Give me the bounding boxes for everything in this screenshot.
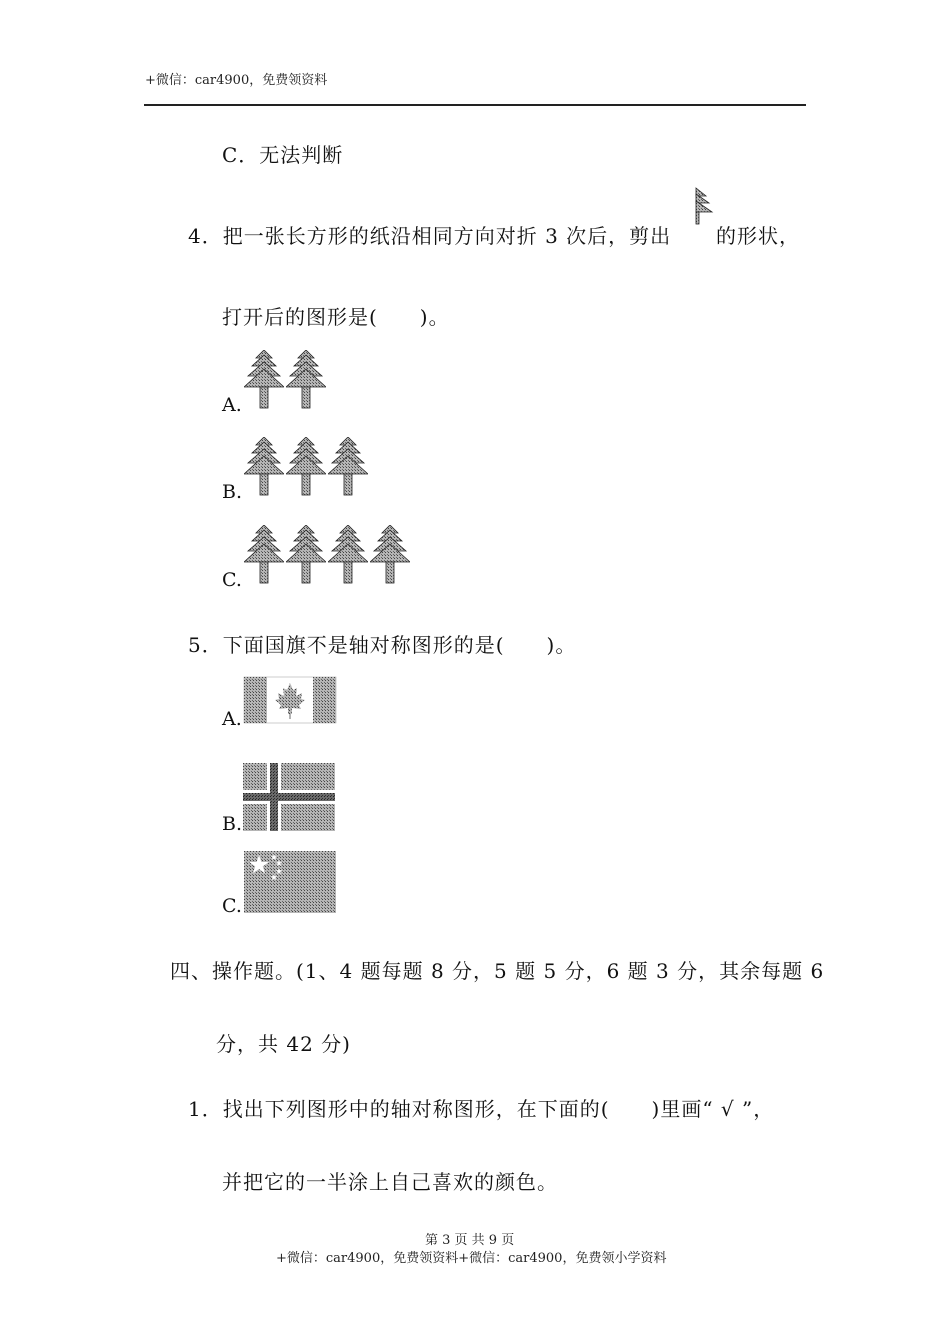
header-watermark: +微信：car4900，免费领资料 (145, 73, 328, 88)
section4-heading-line2: 分，共 42 分) (216, 1032, 351, 1056)
page-number: 第 3 页 共 9 页 (425, 1233, 515, 1248)
q4-stem-line1-after: 的形状， (716, 224, 800, 248)
china-flag-icon (244, 851, 336, 913)
footer-watermark: +微信：car4900，免费领资料+微信：car4900，免费领小学资料 (276, 1251, 667, 1266)
q5-option-a-label: A. (222, 708, 242, 730)
q4-option-b-trees (244, 437, 374, 497)
norway-flag-icon (243, 763, 335, 831)
q4-option-c-trees (244, 525, 414, 585)
q3-option-c: C．无法判断 (222, 143, 344, 167)
s4q1-stem-line2: 并把它的一半涂上自己喜欢的颜色。 (222, 1170, 558, 1194)
q5-option-b-label: B. (222, 813, 243, 835)
section4-heading-line1: 四、操作题。(1、4 题每题 8 分，5 题 5 分，6 题 3 分，其余每题 6 (170, 959, 825, 983)
q4-option-c-label: C. (222, 569, 242, 591)
q4-option-a-trees (244, 350, 334, 410)
q4-option-a-label: A. (222, 394, 242, 416)
s4q1-stem-line1: 1．找出下列图形中的轴对称图形，在下面的( )里画“ √ ”， (188, 1097, 775, 1121)
q5-option-c-label: C. (222, 895, 242, 917)
header-rule (144, 104, 806, 106)
half-tree-icon (696, 188, 716, 224)
q4-stem-line1-before: 4．把一张长方形的纸沿相同方向对折 3 次后，剪出 (188, 224, 672, 248)
canada-flag-icon (244, 677, 336, 723)
q4-stem-line2: 打开后的图形是( )。 (222, 305, 450, 329)
q5-stem: 5．下面国旗不是轴对称图形的是( )。 (188, 633, 577, 657)
q4-option-b-label: B. (222, 481, 243, 503)
